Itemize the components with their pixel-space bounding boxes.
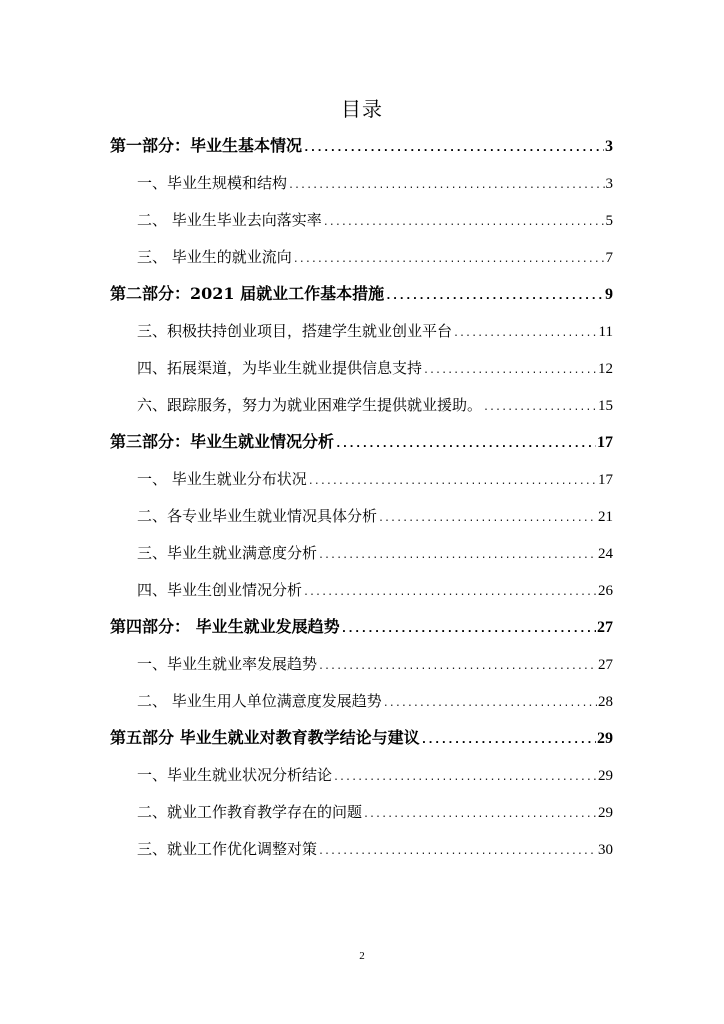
toc-entry-section[interactable] (137, 390, 613, 420)
toc-dot-leader (318, 837, 597, 867)
toc-entry-label: 三、就业工作优化调整对策 (137, 840, 318, 858)
toc-entry-page: 11 (598, 324, 613, 340)
toc-entry-label: 三、毕业生就业满意度分析 (137, 544, 318, 562)
toc-entry-page: 17 (597, 434, 613, 451)
toc-entry-section[interactable] (137, 205, 613, 235)
toc-entry-label: 第五部分 毕业生就业对教育教学结论与建议 (110, 728, 420, 747)
toc-entry-label: 一、毕业生就业状况分析结论 (137, 766, 333, 784)
toc-entry-label: 第二部分：2021 届就业工作基本措施 (110, 284, 385, 303)
toc-entry-section[interactable] (137, 242, 613, 272)
toc-entry-section[interactable] (137, 353, 613, 383)
toc-entry-page: 3 (605, 176, 613, 192)
toc-entry-section[interactable] (137, 649, 613, 679)
toc-entry-page: 28 (598, 694, 613, 710)
toc-entry-label: 四、拓展渠道，为毕业生就业提供信息支持 (137, 359, 423, 377)
toc-entry-section[interactable] (137, 834, 613, 864)
toc-entry-part-3[interactable] (110, 427, 613, 457)
toc-entry-label: 六、跟踪服务，努力为就业困难学生提供就业援助。 (137, 396, 483, 414)
toc-dot-leader (378, 504, 597, 534)
toc-dot-leader (335, 429, 596, 459)
toc-entry-label: 一、 毕业生就业分布状况 (137, 470, 307, 488)
toc-entry-section[interactable] (137, 464, 613, 494)
toc-entry-page: 9 (605, 286, 613, 303)
toc-dot-leader (318, 652, 597, 682)
toc-dot-leader (383, 689, 597, 719)
toc-entry-section[interactable] (137, 538, 613, 568)
toc-entry-label: 三、积极扶持创业项目，搭建学生就业创业平台 (137, 322, 453, 340)
toc-entry-label: 第三部分：毕业生就业情况分析 (110, 432, 335, 451)
toc-dot-leader (308, 467, 597, 497)
toc-entry-label: 二、各专业毕业生就业情况具体分析 (137, 507, 378, 525)
toc-entry-label: 二、 毕业生用人单位满意度发展趋势 (137, 692, 382, 710)
toc-entry-page: 5 (605, 213, 613, 229)
toc-dot-leader (323, 208, 605, 238)
toc-entry-page: 21 (598, 509, 613, 525)
toc-entry-label: 二、就业工作教育教学存在的问题 (137, 803, 363, 821)
toc-entry-label: 三、 毕业生的就业流向 (137, 248, 292, 266)
page-title: 目录 (341, 97, 383, 121)
toc-dot-leader (363, 800, 597, 830)
page-number: 2 (359, 950, 365, 962)
toc-entry-part-1[interactable] (110, 131, 613, 161)
toc-entry-page: 30 (598, 842, 613, 858)
toc-entry-page: 29 (598, 805, 613, 821)
toc-dot-leader (483, 393, 597, 423)
toc-entry-label: 二、 毕业生毕业去向落实率 (137, 211, 322, 229)
toc-entry-section[interactable] (137, 168, 613, 198)
toc-entry-section[interactable] (137, 797, 613, 827)
toc-entry-label: 一、毕业生就业率发展趋势 (137, 655, 318, 673)
toc-dot-leader (293, 245, 605, 275)
toc-entry-page: 17 (598, 472, 613, 488)
toc-entry-part-5[interactable] (110, 723, 613, 753)
toc-entry-part-4[interactable] (110, 612, 613, 642)
toc-entry-section[interactable] (137, 501, 613, 531)
toc-dot-leader (421, 725, 596, 755)
toc-entry-label: 一、毕业生规模和结构 (137, 174, 288, 192)
toc-entry-section[interactable] (137, 316, 613, 346)
toc-entry-page: 29 (597, 730, 613, 747)
toc-entry-page: 15 (598, 398, 613, 414)
toc-entry-page: 26 (598, 583, 613, 599)
toc-dot-leader (341, 614, 596, 644)
toc-entry-label: 第四部分： 毕业生就业发展趋势 (110, 617, 340, 636)
toc-entry-page: 7 (605, 250, 613, 266)
toc-entry-page: 27 (598, 657, 613, 673)
toc-entry-section[interactable] (137, 686, 613, 716)
toc-dot-leader (333, 763, 597, 793)
toc-entry-label: 第一部分：毕业生基本情况 (110, 136, 303, 155)
toc-dot-leader (303, 133, 604, 163)
toc-entry-section[interactable] (137, 575, 613, 605)
toc-entry-page: 24 (598, 546, 613, 562)
toc-entry-label: 四、毕业生创业情况分析 (137, 581, 303, 599)
toc-entry-page: 27 (597, 619, 613, 636)
toc-entry-section[interactable] (137, 760, 613, 790)
toc-dot-leader (423, 356, 597, 386)
toc-dot-leader (318, 541, 597, 571)
toc-entry-part-2[interactable] (110, 279, 613, 309)
toc-entry-page: 12 (598, 361, 613, 377)
toc-dot-leader (385, 281, 604, 311)
toc-dot-leader (303, 578, 597, 608)
toc-entry-page: 3 (605, 138, 613, 155)
toc-dot-leader (288, 171, 604, 201)
toc-dot-leader (453, 319, 598, 349)
toc-entry-page: 29 (598, 768, 613, 784)
